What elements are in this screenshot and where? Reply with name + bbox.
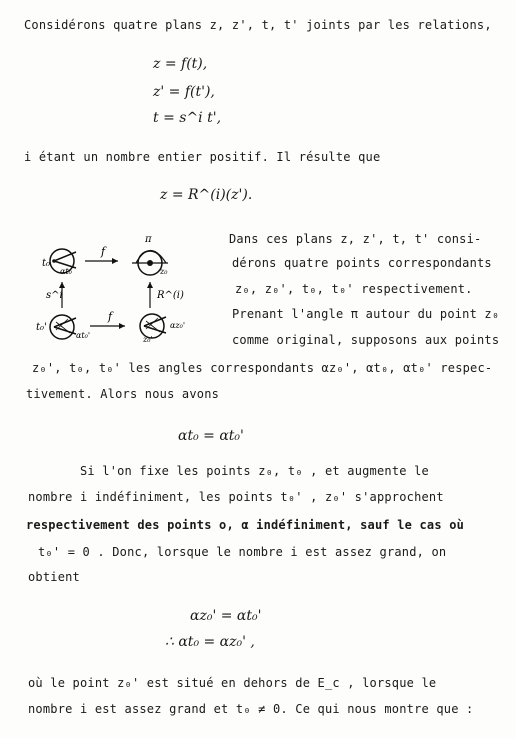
commutative-diagram bbox=[30, 230, 220, 345]
equation: z = R^(i)(z'). bbox=[160, 187, 253, 203]
label-z0p: z₀' bbox=[143, 335, 153, 344]
equation: ∴ αt₀ = αz₀' , bbox=[165, 634, 255, 650]
paragraph-line: Dans ces plans z, z', t, t' consi- bbox=[229, 232, 482, 246]
label-f-top: f bbox=[101, 245, 106, 258]
paragraph-line: respectivement des points o, α indéfiniment, sauf le cas où bbox=[26, 518, 465, 532]
paragraph-line: comme original, supposons aux points bbox=[232, 333, 500, 347]
label-si: s^i bbox=[46, 290, 63, 301]
paragraph-line: z₀, z₀', t₀, t₀' respectivement. bbox=[235, 282, 473, 296]
label-alpha-z0p: αz₀' bbox=[170, 321, 186, 330]
equation: αt₀ = αt₀' bbox=[178, 428, 244, 444]
angle-diagram-t0p bbox=[50, 315, 76, 339]
paragraph-line: Si l'on fixe les points z₀, t₀ , et augmente le bbox=[80, 464, 429, 478]
label-alpha-t0: αt₀ bbox=[60, 267, 72, 276]
paragraph-line: t₀' = 0 . Donc, lorsque le nombre i est assez grand, on bbox=[38, 545, 447, 559]
equation: z' = f(t'), bbox=[153, 84, 215, 100]
paragraph-line: Prenant l'angle π autour du point z₀ bbox=[232, 307, 500, 321]
paragraph-line: nombre i indéfiniment, les points t₀' , z₀' s'approchent bbox=[28, 490, 444, 504]
paragraph-line: nombre i est assez grand et t₀ ≠ 0. Ce qui nous montre que : bbox=[28, 702, 474, 716]
paragraph-line: dérons quatre points correspondants bbox=[232, 256, 492, 270]
paragraph-line: Considérons quatre plans z, z', t, t' joints par les relations, bbox=[24, 18, 492, 32]
paragraph-line: tivement. Alors nous avons bbox=[26, 387, 220, 401]
paragraph-line: i étant un nombre entier positif. Il résulte que bbox=[24, 150, 381, 164]
paragraph-line: obtient bbox=[28, 570, 80, 584]
label-alpha-t0p: αt₀' bbox=[76, 331, 91, 340]
label-z0: z₀ bbox=[160, 267, 168, 276]
label-t0: t₀ bbox=[42, 258, 51, 269]
equation: t = s^i t', bbox=[153, 110, 222, 126]
paragraph-line: z₀', t₀, t₀' les angles correspondants αz₀', αt₀, αt₀' respec- bbox=[32, 361, 493, 375]
paragraph-line: où le point z₀' est situé en dehors de E_c , lorsque le bbox=[28, 676, 437, 690]
label-t0p: t₀' bbox=[36, 322, 47, 333]
equation: αz₀' = αt₀' bbox=[190, 608, 262, 624]
label-pi: π bbox=[145, 234, 152, 245]
label-f-bottom: f bbox=[108, 310, 113, 323]
label-Ri: R^(i) bbox=[157, 290, 184, 301]
equation: z = f(t), bbox=[153, 56, 208, 72]
